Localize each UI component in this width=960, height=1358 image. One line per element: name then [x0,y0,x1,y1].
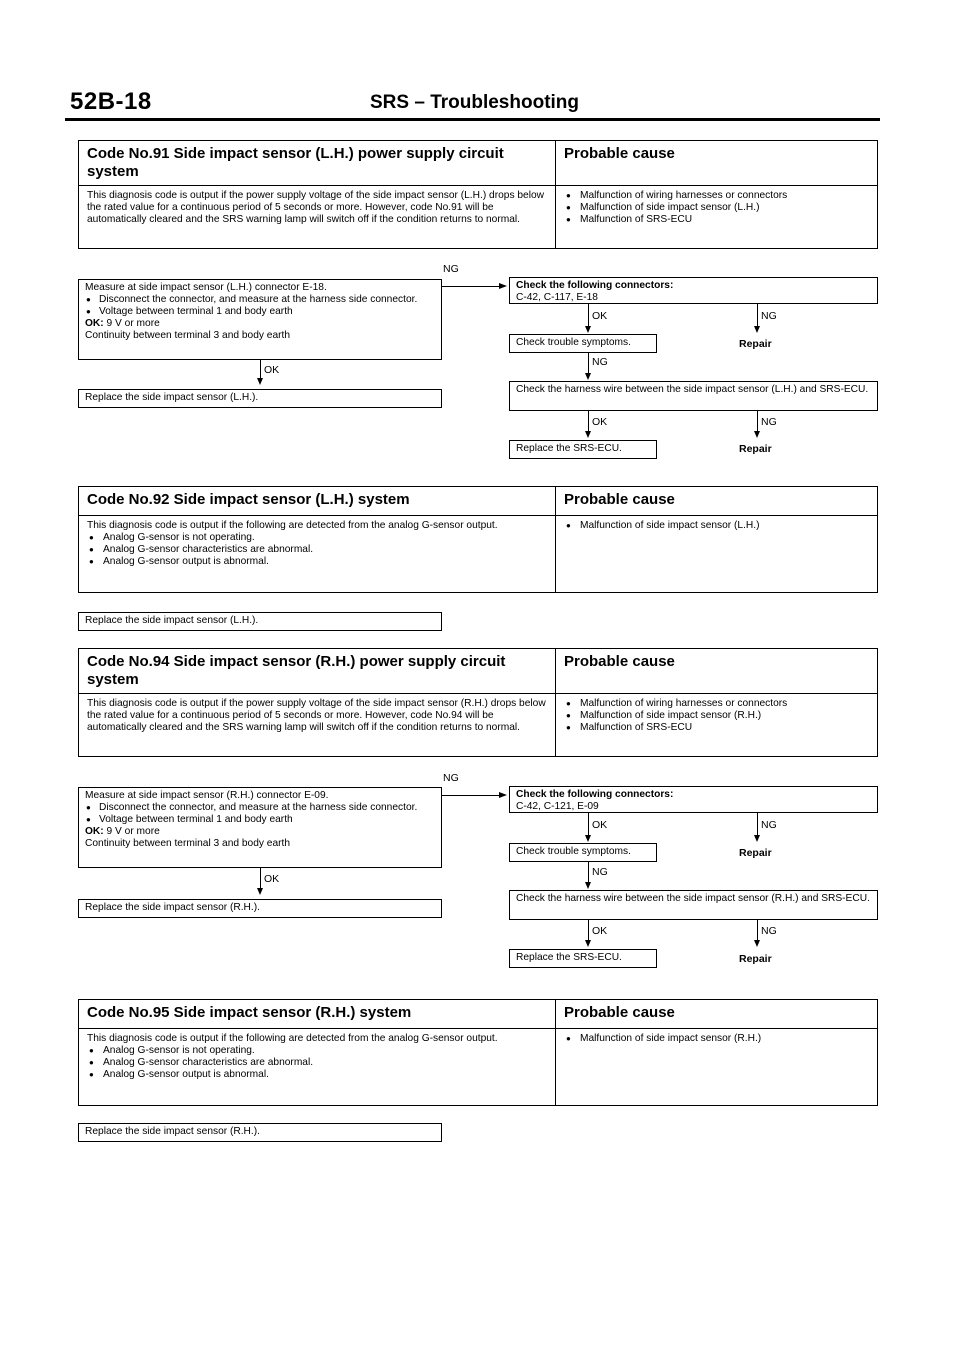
flow1-ok-label: OK: [85,318,104,329]
flow3-repair-1: Repair [739,847,772,859]
flow1-ng-arrow-4 [754,431,760,438]
flow1-ok-label-2: OK [264,364,280,376]
flow1-continuity: Continuity between terminal 3 and body earth [85,330,291,341]
flow1-measure-item: ● Disconnect the connector, and measure at the harness side connector. [85,294,435,306]
flow3-measure-box [78,787,442,868]
flow1-ok-arrow-3 [585,326,591,333]
flow3-ok-label-3: OK [592,819,608,831]
flow1-ng-label: NG [443,263,459,275]
code-92-item: ● Analog G-sensor is not operating. [87,532,547,544]
flow3-ng-arrow-3 [585,882,591,889]
flow1-check-connectors-box [509,277,878,304]
flow3-ok-connector-4 [588,920,589,940]
flow3-check-harness: Check the harness wire between the side impact sensor (R.H.) and SRS-ECU. [509,890,878,920]
flow3-ok-arrow-3 [585,835,591,842]
flow3-ng-arrow [499,792,507,798]
code-95-title: Code No.95 Side impact sensor (R.H.) system [79,1000,556,1028]
code-95-cause: ● Malfunction of side impact sensor (R.H.) [564,1033,869,1045]
flow1-ng-connector-3 [588,353,589,373]
flow3-ng-connector [442,795,499,796]
flow3-measure-item: ● Voltage between terminal 1 and body earth [85,814,435,826]
flow4-replace-sensor: Replace the side impact sensor (R.H.). [78,1123,442,1142]
code-95-description: This diagnosis code is output if the following are detected from the analog G-sensor output. [87,1033,498,1044]
flow3-ok-connector-3 [588,813,589,835]
code-95-cause-title: Probable cause [564,1004,675,1021]
flow1-ng-connector-4 [757,411,758,431]
flow1-ok-connector-3 [588,304,589,326]
code-92-cause-title: Probable cause [564,491,675,508]
code-91-cause: ● Malfunction of SRS-ECU [564,214,869,226]
flow3-connectors: C-42, C-121, E-09 [516,801,599,812]
flow3-replace-sensor: Replace the side impact sensor (R.H.). [78,899,442,918]
code-94-cause: ● Malfunction of SRS-ECU [564,722,869,734]
code-91-title: Code No.91 Side impact sensor (L.H.) power supply circuit system [79,141,556,185]
flow3-ok-label-4: OK [592,925,608,937]
code-92-cause: ● Malfunction of side impact sensor (L.H.) [564,520,869,532]
flow1-measure-item: ● Voltage between terminal 1 and body earth [85,306,435,318]
flow1-repair-2: Repair [739,443,772,455]
code-95-item: ● Analog G-sensor is not operating. [87,1045,547,1057]
code-92-table [78,486,878,593]
flow3-ok-arrow [257,888,263,895]
flow1-ok-label-3: OK [592,310,608,322]
flow3-ng-connector-3 [588,862,589,882]
code-94-cause-title: Probable cause [564,653,675,670]
flow3-repair-2: Repair [739,953,772,965]
flow3-ok-label-2: OK [264,873,280,885]
code-91-table [78,140,878,249]
code-94-title: Code No.94 Side impact sensor (R.H.) power supply circuit system [79,649,556,693]
flow1-ok-connector-4 [588,411,589,431]
flow1-check-connectors-title: Check the following connectors: [516,280,674,291]
code-95-item: ● Analog G-sensor output is abnormal. [87,1069,547,1081]
flow3-measure-title: Measure at side impact sensor (R.H.) connector E-09. [85,790,329,801]
flow3-replace-ecu: Replace the SRS-ECU. [509,949,657,968]
flow1-ok-label-4: OK [592,416,608,428]
flow1-ng-label-2: NG [761,310,777,322]
flow3-check-connectors-box [509,786,878,813]
flow3-ng-label: NG [443,772,459,784]
flow1-measure-box [78,279,442,360]
flow1-check-trouble: Check trouble symptoms. [509,334,657,353]
flow1-ng-connector [442,286,499,287]
code-92-description: This diagnosis code is output if the following are detected from the analog G-sensor output. [87,520,498,531]
flow1-connectors: C-42, C-117, E-18 [516,292,598,303]
header-rule [65,118,880,121]
code-95-table [78,999,878,1106]
flow1-ok-connector [260,360,261,378]
code-92-item: ● Analog G-sensor output is abnormal. [87,556,547,568]
flow1-ng-label-4: NG [761,416,777,428]
flow1-measure-title: Measure at side impact sensor (L.H.) connector E-18. [85,282,327,293]
code-91-cause-title: Probable cause [564,145,675,162]
flow3-ok-arrow-4 [585,940,591,947]
flow3-continuity: Continuity between terminal 3 and body earth [85,838,291,849]
flow1-replace-sensor: Replace the side impact sensor (L.H.). [78,389,442,408]
code-92-item: ● Analog G-sensor characteristics are abnormal. [87,544,547,556]
code-92-title: Code No.92 Side impact sensor (L.H.) system [79,487,556,515]
flow3-ng-arrow-4 [754,940,760,947]
flow1-ng-arrow [499,283,507,289]
code-94-cause: ● Malfunction of wiring harnesses or connectors [564,698,869,710]
code-91-cause: ● Malfunction of wiring harnesses or connectors [564,190,869,202]
flow3-ng-arrow-2 [754,835,760,842]
flow1-ng-connector-2 [757,304,758,326]
flow1-ng-label-3: NG [592,356,608,368]
code-95-item: ● Analog G-sensor characteristics are abnormal. [87,1057,547,1069]
flow1-ng-arrow-3 [585,373,591,380]
code-91-cause: ● Malfunction of side impact sensor (L.H.) [564,202,869,214]
flow3-ng-label-4: NG [761,925,777,937]
flow2-replace-sensor: Replace the side impact sensor (L.H.). [78,612,442,631]
flow3-check-connectors-title: Check the following connectors: [516,789,674,800]
flow3-ok-value: 9 V or more [106,826,160,837]
flow3-check-trouble: Check trouble symptoms. [509,843,657,862]
flow1-ng-arrow-2 [754,326,760,333]
code-94-cause: ● Malfunction of side impact sensor (R.H.) [564,710,869,722]
code-94-description: This diagnosis code is output if the power supply voltage of the side impact sensor (R.H.) drops below the rated value for a continuous period of 5 seconds or more. However, code No.94 will be automatically cleared and the SRS warning lamp will switch off if the condition returns to normal. [87,698,546,733]
flow1-check-harness: Check the harness wire between the side impact sensor (L.H.) and SRS-ECU. [509,381,878,411]
code-94-table [78,648,878,757]
flow3-ng-label-2: NG [761,819,777,831]
page-number: 52B-18 [70,88,152,115]
flow1-repair-1: Repair [739,338,772,350]
code-91-description: This diagnosis code is output if the power supply voltage of the side impact sensor (L.H.) drops below the rated value for a continuous period of 5 seconds or more. However, code No.91 will be automatically cleared and the SRS warning lamp will switch off if the condition returns to normal. [87,190,544,225]
flow3-ng-connector-4 [757,920,758,940]
flow3-ok-connector [260,868,261,888]
flow3-ng-connector-2 [757,813,758,835]
flow1-ok-value: 9 V or more [106,318,160,329]
flow3-measure-item: ● Disconnect the connector, and measure at the harness side connector. [85,802,435,814]
flow3-ok-label: OK: [85,826,104,837]
flow1-ok-arrow [257,378,263,385]
flow1-replace-ecu: Replace the SRS-ECU. [509,440,657,459]
flow1-ok-arrow-4 [585,431,591,438]
page-title: SRS – Troubleshooting [370,92,580,113]
flow3-ng-label-3: NG [592,866,608,878]
